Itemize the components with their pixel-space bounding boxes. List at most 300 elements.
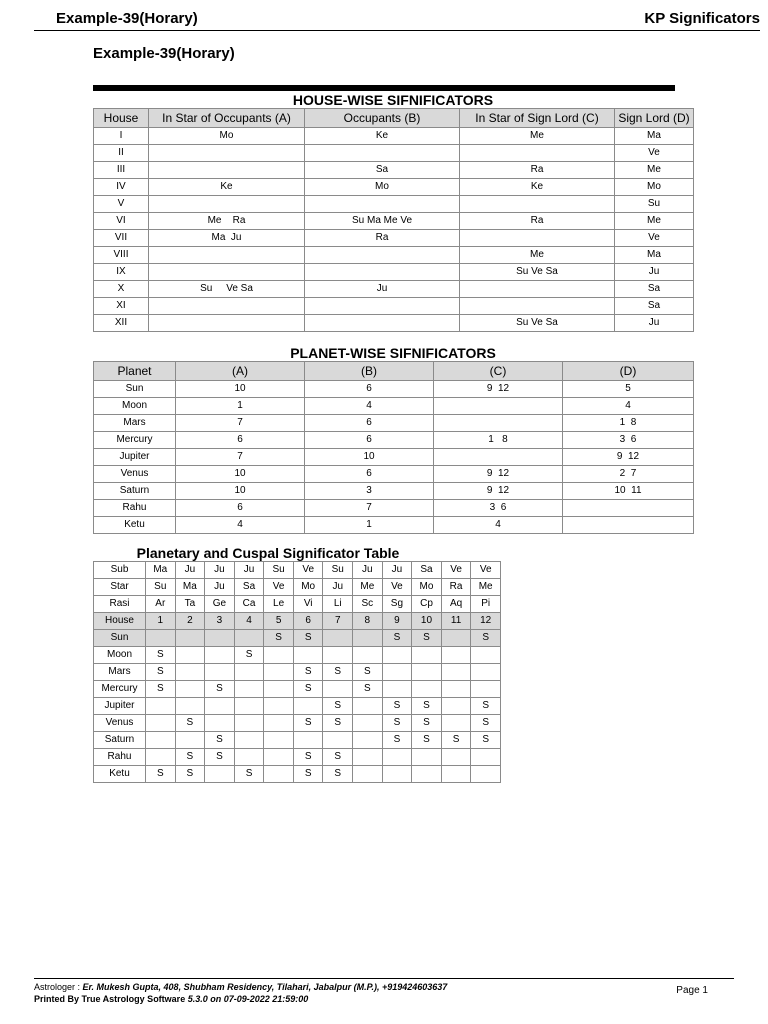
footer-printed-by	[34, 994, 308, 1004]
table-cell	[441, 664, 471, 681]
table-cell: S	[323, 749, 353, 766]
table-cell: 7	[176, 415, 305, 432]
column-header: (A)	[176, 362, 305, 381]
table-cell	[563, 500, 694, 517]
table-cell: 2	[175, 613, 205, 630]
table-cell: S	[412, 698, 442, 715]
table-row	[94, 145, 694, 162]
table-cell	[460, 230, 615, 247]
table-cell: Mo	[305, 179, 460, 196]
table-cell: S	[471, 715, 501, 732]
table-cell: 7	[176, 449, 305, 466]
table-cell	[205, 698, 235, 715]
table-cell: Li	[323, 596, 353, 613]
table-cell: Ju	[323, 579, 353, 596]
table-cell: Su	[264, 562, 294, 579]
table-cell: 7	[305, 500, 434, 517]
table-cell	[149, 162, 305, 179]
table-cell: Ju	[205, 562, 235, 579]
column-header: (D)	[563, 362, 694, 381]
table-row	[94, 381, 694, 398]
table-cell: S	[234, 766, 264, 783]
header-row	[94, 596, 501, 613]
cuspal-title: Planetary and Cuspal Significator Table	[136, 545, 400, 561]
table-cell: 3	[205, 613, 235, 630]
table-cell: S	[412, 732, 442, 749]
table-row	[94, 449, 694, 466]
table-cell: 10	[176, 381, 305, 398]
table-row	[94, 281, 694, 298]
table-cell: Mercury	[94, 432, 176, 449]
footer-divider	[34, 978, 734, 979]
table-cell: Mo	[293, 579, 323, 596]
table-cell: 1 8	[563, 415, 694, 432]
table-cell: 4	[234, 613, 264, 630]
table-row	[94, 247, 694, 264]
table-cell: I	[94, 128, 149, 145]
table-cell	[323, 732, 353, 749]
table-cell: S	[412, 715, 442, 732]
table-cell: VII	[94, 230, 149, 247]
planet-row	[94, 732, 501, 749]
table-cell: Ketu	[94, 766, 146, 783]
table-cell	[205, 664, 235, 681]
table-cell: Jupiter	[94, 698, 146, 715]
table-row	[94, 298, 694, 315]
footer-astrologer	[34, 982, 447, 992]
table-cell: Ve	[264, 579, 294, 596]
table-cell	[412, 749, 442, 766]
table-cell	[149, 196, 305, 213]
column-header: House	[94, 109, 149, 128]
table-cell	[353, 732, 383, 749]
table-cell: S	[205, 732, 235, 749]
table-cell	[412, 664, 442, 681]
table-cell	[434, 415, 563, 432]
table-cell	[205, 647, 235, 664]
table-cell: Ju	[615, 264, 694, 281]
column-header: Sign Lord (D)	[615, 109, 694, 128]
table-cell: S	[293, 630, 323, 647]
table-cell: 11	[441, 613, 471, 630]
table-cell: Su	[146, 579, 176, 596]
table-cell: Sa	[615, 281, 694, 298]
table-cell	[460, 298, 615, 315]
table-cell: Me	[460, 247, 615, 264]
table-cell	[353, 715, 383, 732]
table-cell: 8	[353, 613, 383, 630]
table-cell	[264, 681, 294, 698]
table-cell	[149, 264, 305, 281]
table-cell: S	[382, 715, 412, 732]
table-cell	[434, 398, 563, 415]
table-cell: S	[323, 715, 353, 732]
planet-row	[94, 664, 501, 681]
table-cell: Su	[615, 196, 694, 213]
table-row	[94, 264, 694, 281]
table-cell: 1	[305, 517, 434, 534]
printed-details: 5.3.0 on 07-09-2022 21:59:00	[187, 994, 309, 1004]
table-cell	[471, 664, 501, 681]
cuspal-significator-table	[93, 561, 501, 783]
table-cell: Ge	[205, 596, 235, 613]
header-left-title: Example-39(Horary)	[56, 10, 198, 27]
table-cell: S	[471, 732, 501, 749]
table-cell: Le	[264, 596, 294, 613]
table-cell: V	[94, 196, 149, 213]
table-cell	[412, 766, 442, 783]
table-cell	[264, 698, 294, 715]
table-cell: Ju	[615, 315, 694, 332]
table-cell: Ke	[149, 179, 305, 196]
planet-row	[94, 766, 501, 783]
table-row	[94, 179, 694, 196]
table-cell	[441, 647, 471, 664]
table-cell	[234, 681, 264, 698]
table-cell	[205, 766, 235, 783]
table-row	[94, 315, 694, 332]
table-cell	[441, 766, 471, 783]
table-cell	[175, 647, 205, 664]
table-cell: 9 12	[563, 449, 694, 466]
table-cell: Sa	[412, 562, 442, 579]
table-cell: S	[323, 766, 353, 783]
planet-wise-title: PLANET-WISE SIFNIFICATORS	[290, 345, 496, 361]
table-cell: 10	[176, 483, 305, 500]
table-cell: Ra	[460, 213, 615, 230]
table-cell: S	[175, 766, 205, 783]
table-cell: S	[293, 681, 323, 698]
table-cell: S	[175, 749, 205, 766]
table-cell: Ma Ju	[149, 230, 305, 247]
table-cell: Me	[471, 579, 501, 596]
table-cell: Su Ve Sa	[460, 264, 615, 281]
table-cell: Star	[94, 579, 146, 596]
table-cell: S	[293, 766, 323, 783]
table-cell	[353, 647, 383, 664]
table-cell: 1	[146, 613, 176, 630]
table-row	[94, 398, 694, 415]
table-cell: IX	[94, 264, 149, 281]
page-number: Page 1	[676, 985, 708, 996]
table-cell	[293, 698, 323, 715]
table-cell: III	[94, 162, 149, 179]
planet-row	[94, 647, 501, 664]
table-cell	[434, 449, 563, 466]
table-cell: Ju	[175, 562, 205, 579]
planet-row	[94, 749, 501, 766]
table-cell: S	[471, 698, 501, 715]
table-cell: Ra	[305, 230, 460, 247]
table-cell	[382, 766, 412, 783]
table-cell: Mars	[94, 415, 176, 432]
table-cell	[305, 247, 460, 264]
planet-row	[94, 681, 501, 698]
table-cell	[146, 698, 176, 715]
table-cell	[146, 715, 176, 732]
table-cell: House	[94, 613, 146, 630]
table-cell: S	[293, 715, 323, 732]
table-row	[94, 517, 694, 534]
table-cell: Me	[353, 579, 383, 596]
table-cell: 6	[305, 432, 434, 449]
table-cell: 6	[305, 381, 434, 398]
table-cell	[412, 647, 442, 664]
table-cell: Ve	[615, 230, 694, 247]
table-cell: Ar	[146, 596, 176, 613]
table-cell: S	[146, 664, 176, 681]
table-cell	[471, 681, 501, 698]
table-cell: S	[382, 630, 412, 647]
column-header: (B)	[305, 362, 434, 381]
house-wise-table	[93, 108, 694, 332]
table-cell: Me	[460, 128, 615, 145]
table-cell: Sa	[234, 579, 264, 596]
table-cell: Moon	[94, 398, 176, 415]
table-cell: II	[94, 145, 149, 162]
table-cell	[353, 698, 383, 715]
table-cell: VIII	[94, 247, 149, 264]
table-cell: Sc	[353, 596, 383, 613]
table-cell: 9 12	[434, 466, 563, 483]
table-cell: Mo	[149, 128, 305, 145]
table-cell: 3 6	[563, 432, 694, 449]
table-cell: Rasi	[94, 596, 146, 613]
table-cell	[305, 145, 460, 162]
table-cell	[323, 681, 353, 698]
table-cell: Venus	[94, 715, 146, 732]
table-cell: Ke	[305, 128, 460, 145]
table-cell: S	[412, 630, 442, 647]
table-cell	[234, 749, 264, 766]
table-row	[94, 230, 694, 247]
table-cell	[412, 681, 442, 698]
table-cell	[234, 698, 264, 715]
table-cell	[441, 749, 471, 766]
header-divider	[34, 30, 760, 31]
table-cell	[460, 145, 615, 162]
table-cell: S	[441, 732, 471, 749]
table-cell: Rahu	[94, 749, 146, 766]
table-cell	[293, 647, 323, 664]
table-cell	[441, 698, 471, 715]
table-row	[94, 213, 694, 230]
table-cell: Sub	[94, 562, 146, 579]
table-cell	[146, 630, 176, 647]
table-cell	[264, 664, 294, 681]
header-row	[94, 562, 501, 579]
table-row	[94, 162, 694, 179]
table-cell: Ve	[441, 562, 471, 579]
table-cell: Ve	[615, 145, 694, 162]
page-title: Example-39(Horary)	[93, 45, 235, 62]
table-cell: 3	[305, 483, 434, 500]
table-cell: Ju	[305, 281, 460, 298]
table-cell: Ta	[175, 596, 205, 613]
header-row	[94, 613, 501, 630]
table-cell	[234, 715, 264, 732]
table-row	[94, 415, 694, 432]
table-cell	[353, 630, 383, 647]
table-cell: S	[146, 647, 176, 664]
table-cell	[146, 732, 176, 749]
table-cell	[234, 630, 264, 647]
table-cell: Rahu	[94, 500, 176, 517]
table-cell: Aq	[441, 596, 471, 613]
table-cell	[471, 647, 501, 664]
table-cell: S	[146, 681, 176, 698]
table-cell: Ra	[441, 579, 471, 596]
table-cell	[382, 681, 412, 698]
table-cell	[234, 732, 264, 749]
table-cell	[563, 517, 694, 534]
table-cell	[305, 264, 460, 281]
column-header: Occupants (B)	[305, 109, 460, 128]
table-cell: Mars	[94, 664, 146, 681]
table-cell: Mo	[615, 179, 694, 196]
table-cell: Mercury	[94, 681, 146, 698]
table-cell: 10	[305, 449, 434, 466]
table-cell: S	[323, 698, 353, 715]
table-cell	[441, 715, 471, 732]
table-cell: Venus	[94, 466, 176, 483]
table-cell: Ju	[234, 562, 264, 579]
column-header: Planet	[94, 362, 176, 381]
table-cell: Ju	[205, 579, 235, 596]
table-cell: S	[264, 630, 294, 647]
table-cell	[382, 749, 412, 766]
planet-row	[94, 698, 501, 715]
table-cell: Su Ve Sa	[460, 315, 615, 332]
table-cell	[175, 698, 205, 715]
table-cell: S	[205, 681, 235, 698]
table-cell: 9	[382, 613, 412, 630]
table-cell: S	[353, 681, 383, 698]
table-cell: XII	[94, 315, 149, 332]
table-cell: 6	[305, 466, 434, 483]
table-cell: S	[353, 664, 383, 681]
table-cell: 3 6	[434, 500, 563, 517]
table-cell	[175, 732, 205, 749]
table-cell: 1	[176, 398, 305, 415]
table-cell	[382, 664, 412, 681]
table-cell: 12	[471, 613, 501, 630]
table-cell: Mo	[412, 579, 442, 596]
table-cell: S	[471, 630, 501, 647]
table-cell: Ketu	[94, 517, 176, 534]
table-cell: 1 8	[434, 432, 563, 449]
table-cell: S	[146, 766, 176, 783]
table-cell	[471, 749, 501, 766]
table-cell	[441, 681, 471, 698]
table-cell: XI	[94, 298, 149, 315]
table-cell: Sa	[615, 298, 694, 315]
table-cell: S	[382, 732, 412, 749]
table-cell: S	[293, 664, 323, 681]
table-cell: Pi	[471, 596, 501, 613]
table-cell: Sg	[382, 596, 412, 613]
astrologer-details: Er. Mukesh Gupta, 408, Shubham Residency, Tilahari, Jabalpur (M.P.), +919424603637	[82, 982, 448, 992]
table-cell	[264, 732, 294, 749]
table-cell: Ke	[460, 179, 615, 196]
table-cell: S	[234, 647, 264, 664]
table-cell: 6	[176, 432, 305, 449]
table-cell: VI	[94, 213, 149, 230]
table-cell: 10	[412, 613, 442, 630]
table-cell	[264, 766, 294, 783]
table-cell	[305, 315, 460, 332]
table-cell: 9 12	[434, 381, 563, 398]
table-cell	[323, 630, 353, 647]
column-header: (C)	[434, 362, 563, 381]
printed-label: Printed By True Astrology Software	[34, 994, 188, 1004]
table-cell: Moon	[94, 647, 146, 664]
table-cell: X	[94, 281, 149, 298]
table-cell: Su Ma Me Ve	[305, 213, 460, 230]
table-cell	[305, 196, 460, 213]
table-cell: Ca	[234, 596, 264, 613]
table-cell: Me Ra	[149, 213, 305, 230]
planet-row	[94, 630, 501, 647]
table-cell: S	[205, 749, 235, 766]
table-cell	[146, 749, 176, 766]
table-cell: Me	[615, 162, 694, 179]
table-cell: IV	[94, 179, 149, 196]
table-cell: Saturn	[94, 483, 176, 500]
table-cell: 10	[176, 466, 305, 483]
table-cell	[293, 732, 323, 749]
table-cell: 6	[176, 500, 305, 517]
table-cell: Ra	[460, 162, 615, 179]
table-cell	[353, 749, 383, 766]
table-cell: S	[382, 698, 412, 715]
table-cell: Su	[323, 562, 353, 579]
table-cell: 9 12	[434, 483, 563, 500]
table-row	[94, 483, 694, 500]
table-cell	[149, 315, 305, 332]
table-cell	[305, 298, 460, 315]
table-cell	[205, 715, 235, 732]
table-cell	[353, 766, 383, 783]
table-cell	[441, 630, 471, 647]
header-row	[94, 579, 501, 596]
table-cell	[175, 681, 205, 698]
table-cell: Sun	[94, 381, 176, 398]
table-cell	[264, 749, 294, 766]
table-cell: 10 11	[563, 483, 694, 500]
table-cell	[264, 715, 294, 732]
table-row	[94, 128, 694, 145]
planet-wise-table	[93, 361, 694, 534]
table-cell	[264, 647, 294, 664]
table-cell: Saturn	[94, 732, 146, 749]
table-row	[94, 466, 694, 483]
table-cell: Ju	[382, 562, 412, 579]
table-cell: Vi	[293, 596, 323, 613]
table-cell: Ma	[146, 562, 176, 579]
house-wise-title: HOUSE-WISE SIFNIFICATORS	[292, 92, 494, 108]
table-cell	[234, 664, 264, 681]
table-cell: S	[293, 749, 323, 766]
table-cell: Jupiter	[94, 449, 176, 466]
section-bar	[93, 85, 675, 91]
table-cell: S	[323, 664, 353, 681]
table-cell	[149, 247, 305, 264]
table-cell: Ma	[615, 247, 694, 264]
column-header: In Star of Sign Lord (C)	[460, 109, 615, 128]
table-cell	[175, 664, 205, 681]
table-cell	[175, 630, 205, 647]
